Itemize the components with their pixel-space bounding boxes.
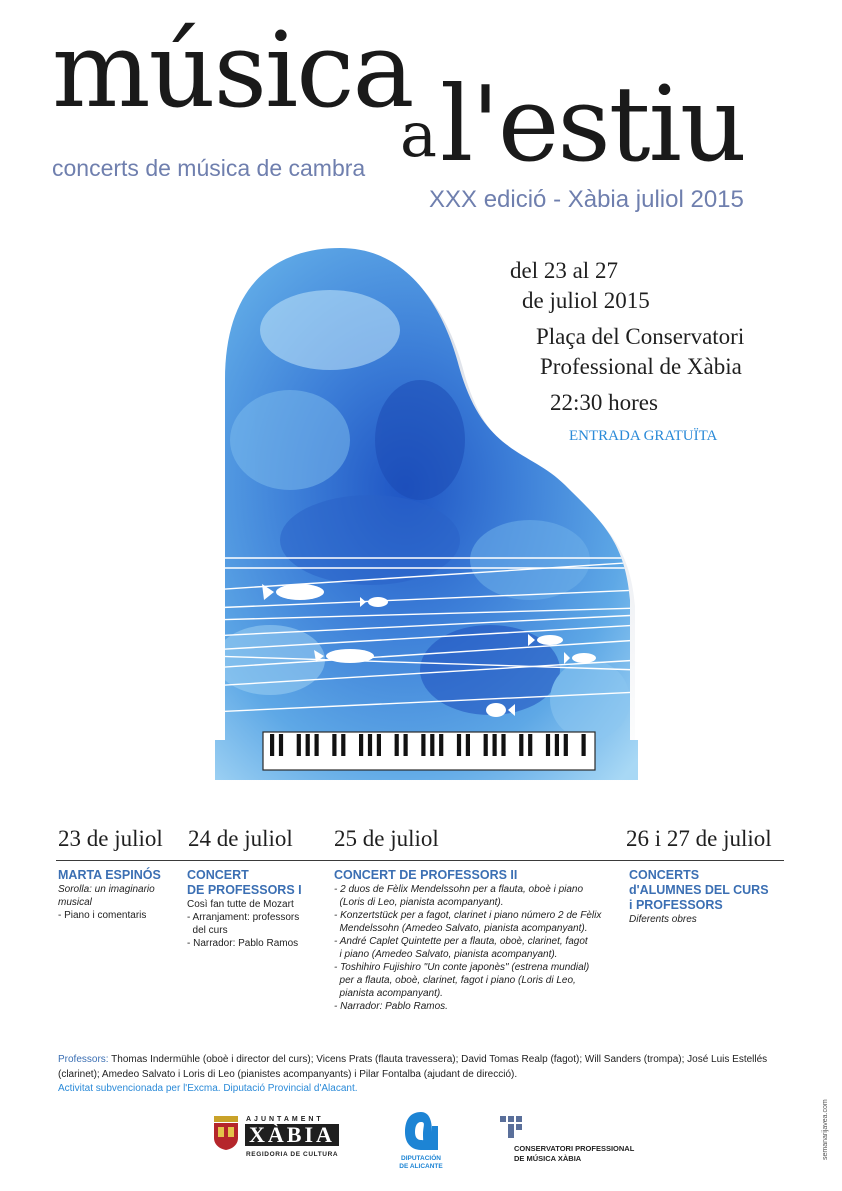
program-item: - Piano i comentaris — [58, 910, 147, 921]
black-key — [395, 734, 399, 756]
black-key — [564, 734, 568, 756]
event-place-line2: Professional de Xàbia — [540, 354, 742, 379]
program-item: Mendelssohn (Amedeo Salvato, pianista acompanyant). — [334, 923, 588, 934]
schedule-column — [334, 868, 624, 1013]
conservatori-line2: DE MÚSICA XÀBIA — [514, 1154, 582, 1163]
black-key — [439, 734, 443, 756]
schedule-date: 23 de juliol — [58, 826, 163, 851]
black-key — [546, 734, 550, 756]
ajuntament-name: XÀBIA — [245, 1124, 339, 1146]
side-credit: semanarijavea.com — [822, 1099, 829, 1160]
diputacion-line1: DIPUTACIÓN — [401, 1155, 441, 1162]
diputacion-a-icon — [402, 1108, 440, 1152]
event-dates-line2: de juliol 2015 — [522, 288, 650, 313]
schedule-date: 26 i 27 de juliol — [626, 826, 772, 851]
black-key — [457, 734, 461, 756]
title-musica: música — [52, 9, 413, 131]
schedule-column — [629, 868, 789, 926]
professors-list: Thomas Indermühle (oboè i director del curs); Vicens Prats (flauta travessera); David Tomas Realp (fagot); Will Sanders (trompa); José Luis Estellés (clarinet); Amedeo Salvato i Loris di Leo (pianistes acompanyants) i Pilar Fontalba (ajudant de direcció). — [58, 1054, 768, 1080]
black-key — [484, 734, 488, 756]
admission-label: ENTRADA GRATUÏTA — [569, 428, 718, 444]
program-item: - Konzertstück per a fagot, clarinet i piano número 2 de Fèlix — [334, 910, 602, 921]
grand-piano-illustration — [210, 240, 640, 790]
black-key — [404, 734, 408, 756]
black-key — [315, 734, 319, 756]
black-key — [377, 734, 381, 756]
diputacion-line2: DE ALICANTE — [399, 1163, 443, 1170]
concert-title: CONCERTS — [629, 868, 700, 882]
black-key — [501, 734, 505, 756]
schedule-divider — [56, 860, 784, 861]
title-a: a — [400, 98, 437, 171]
concert-title: CONCERT DE PROFESSORS II — [334, 868, 518, 882]
professors-credits — [58, 1052, 788, 1082]
black-key — [368, 734, 372, 756]
black-key — [528, 734, 532, 756]
concert-title: DE PROFESSORS I — [187, 883, 302, 897]
program-item: (Loris di Leo, pianista acompanyant). — [334, 897, 504, 908]
program-item: pianista acompanyant). — [334, 988, 443, 999]
black-key — [341, 734, 345, 756]
schedule-date: 24 de juliol — [188, 826, 293, 851]
black-key — [430, 734, 434, 756]
black-key — [493, 734, 497, 756]
black-key — [555, 734, 559, 756]
program-item: i piano (Amedeo Salvato, pianista acompanyant). — [334, 949, 558, 960]
program-item: Diferents obres — [629, 914, 697, 925]
program-item: - Narrador: Pablo Ramos — [187, 938, 299, 949]
piano-keyboard — [263, 732, 595, 770]
edition: XXX edició - Xàbia juliol 2015 — [429, 186, 744, 213]
professors-label: Professors: — [58, 1054, 109, 1065]
program-item: per a flauta, oboè, clarinet, fagot i piano (Loris di Leo, — [334, 975, 576, 986]
program-item: - André Caplet Quintette per a flauta, oboè, clarinet, fagot — [334, 936, 588, 947]
schedule-column — [58, 868, 178, 922]
black-key — [297, 734, 301, 756]
program-item: - Arranjament: professors — [187, 912, 300, 923]
event-place-line1: Plaça del Conservatori — [536, 324, 745, 349]
black-key — [519, 734, 523, 756]
program-item: - Toshihiro Fujishiro "Un conte japonès" (estrena mundial) — [334, 962, 590, 973]
program-item: - 2 duos de Fèlix Mendelssohn per a flauta, oboè i piano — [334, 884, 584, 895]
conservatori-logo — [500, 1116, 640, 1162]
title-lestiu: l'estiu — [440, 63, 745, 185]
program-item: del curs — [187, 925, 228, 936]
black-key — [332, 734, 336, 756]
schedule-column — [187, 868, 327, 950]
ajuntament-logo — [212, 1116, 352, 1162]
concert-title: d'ALUMNES DEL CURS — [629, 883, 769, 897]
program-item: Sorolla: un imaginario — [58, 884, 155, 895]
black-key — [466, 734, 470, 756]
black-key — [582, 734, 586, 756]
program-item: Così fan tutte de Mozart — [187, 899, 294, 910]
black-key — [421, 734, 425, 756]
conservatori-mark-icon — [500, 1116, 524, 1138]
event-dates-line1: del 23 al 27 — [510, 258, 618, 283]
concert-title: MARTA ESPINÓS — [58, 868, 161, 882]
black-key — [359, 734, 363, 756]
conservatori-line1: CONSERVATORI PROFESSIONAL — [514, 1144, 635, 1153]
event-time: 22:30 hores — [550, 390, 658, 415]
black-key — [270, 734, 274, 756]
schedule-date: 25 de juliol — [334, 826, 439, 851]
coat-of-arms-icon — [212, 1116, 240, 1150]
diputacion-logo — [396, 1108, 446, 1172]
ajuntament-sub: REGIDORIA DE CULTURA — [246, 1151, 339, 1158]
program-item: - Narrador: Pablo Ramos. — [334, 1001, 448, 1012]
black-key — [279, 734, 283, 756]
black-key — [306, 734, 310, 756]
concert-title: CONCERT — [187, 868, 249, 882]
concert-title: i PROFESSORS — [629, 898, 723, 912]
ajuntament-top-label: AJUNTAMENT — [246, 1116, 324, 1123]
subtitle: concerts de música de cambra — [52, 155, 366, 181]
program-item: musical — [58, 897, 92, 908]
subsidy-note: Activitat subvencionada per l'Excma. Diputació Provincial d'Alacant. — [58, 1083, 358, 1094]
